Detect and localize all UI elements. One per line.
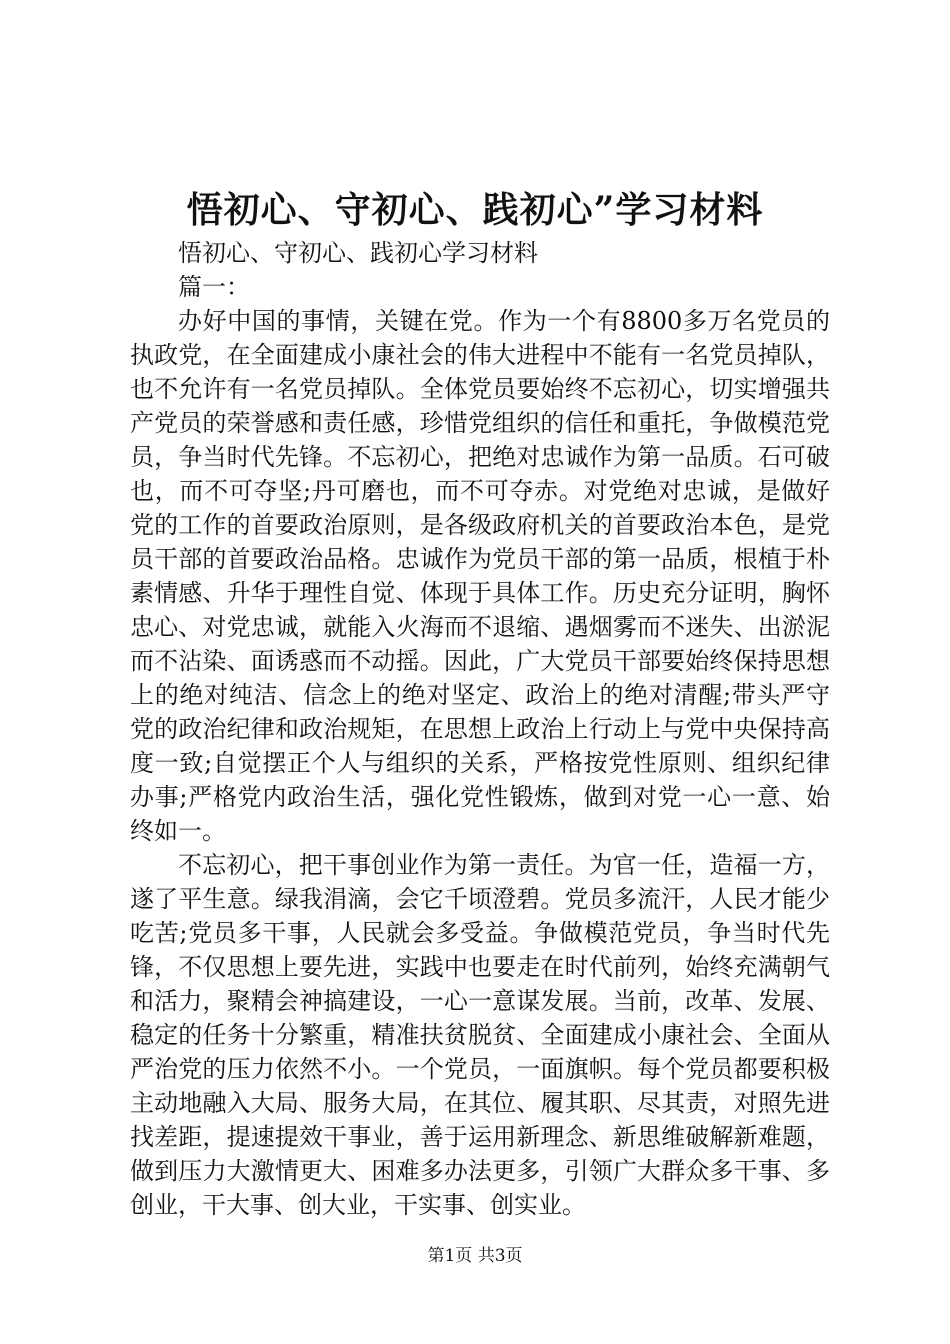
page-footer: 第1页 共3页 — [427, 1246, 523, 1266]
document-title: 悟初心、守初心、践初心”学习材料 — [186, 189, 764, 231]
body-paragraph-2: 不忘初心，把干事创业作为第一责任。为官一任，造福一方，遂了平生意。绿我涓滴，会它千顷澄碧。党员多流汗，人民才能少吃苦;党员多干事，人民就会多受益。争做模范党员，争当时代先锋，不仅思想上要先进，实践中也要走在时代前列，始终充满朝气和活力，聚精会神搞建设，一心一意谋发展。当前，改革、发展、稳定的任务十分繁重，精准扶贫脱贫、全面建成小康社会、全面从严治党的压力依然不小。一个党员，一面旗帜。每个党员都要积极主动地融入大局、服务大局，在其位、履其职、尽其责，对照先进找差距，提速提效干事业，善于运用新理念、新思维破解新难题，做到压力大激情更大、困难多办法更多，引领广大群众多干事、多创业，干大事、创大业，干实事、创实业。 — [130, 851, 830, 1219]
subtitle-line: 悟初心、守初心、践初心学习材料 — [178, 239, 538, 267]
document-body — [130, 236, 830, 1222]
section-label: 篇一： — [178, 273, 250, 301]
body-paragraph-1: 办好中国的事情，关键在党。作为一个有8800多万名党员的执政党，在全面建成小康社会的伟大进程中不能有一名党员掉队，也不允许有一名党员掉队。全体党员要始终不忘初心，切实增强共产党员的荣誉感和责任感，珍惜党组织的信任和重托，争做模范党员，争当时代先锋。不忘初心，把绝对忠诚作为第一品质。石可破也，而不可夺坚;丹可磨也，而不可夺赤。对党绝对忠诚，是做好党的工作的首要政治原则，是各级政府机关的首要政治本色，是党员干部的首要政治品格。忠诚作为党员干部的第一品质，根植于朴素情感、升华于理性自觉、体现于具体工作。历史充分证明，胸怀忠心、对党忠诚，就能入火海而不退缩、遇烟雾而不迷失、出淤泥而不沾染、面诱惑而不动摇。因此，广大党员干部要始终保持思想上的绝对纯洁、信念上的绝对坚定、政治上的绝对清醒;带头严守党的政治纪律和政治规矩，在思想上政治上行动上与党中央保持高度一致;自觉摆正个人与组织的关系，严格按党性原则、组织纪律办事;严格党内政治生活，强化党性锻炼，做到对党一心一意、始终如一。 — [130, 307, 830, 845]
